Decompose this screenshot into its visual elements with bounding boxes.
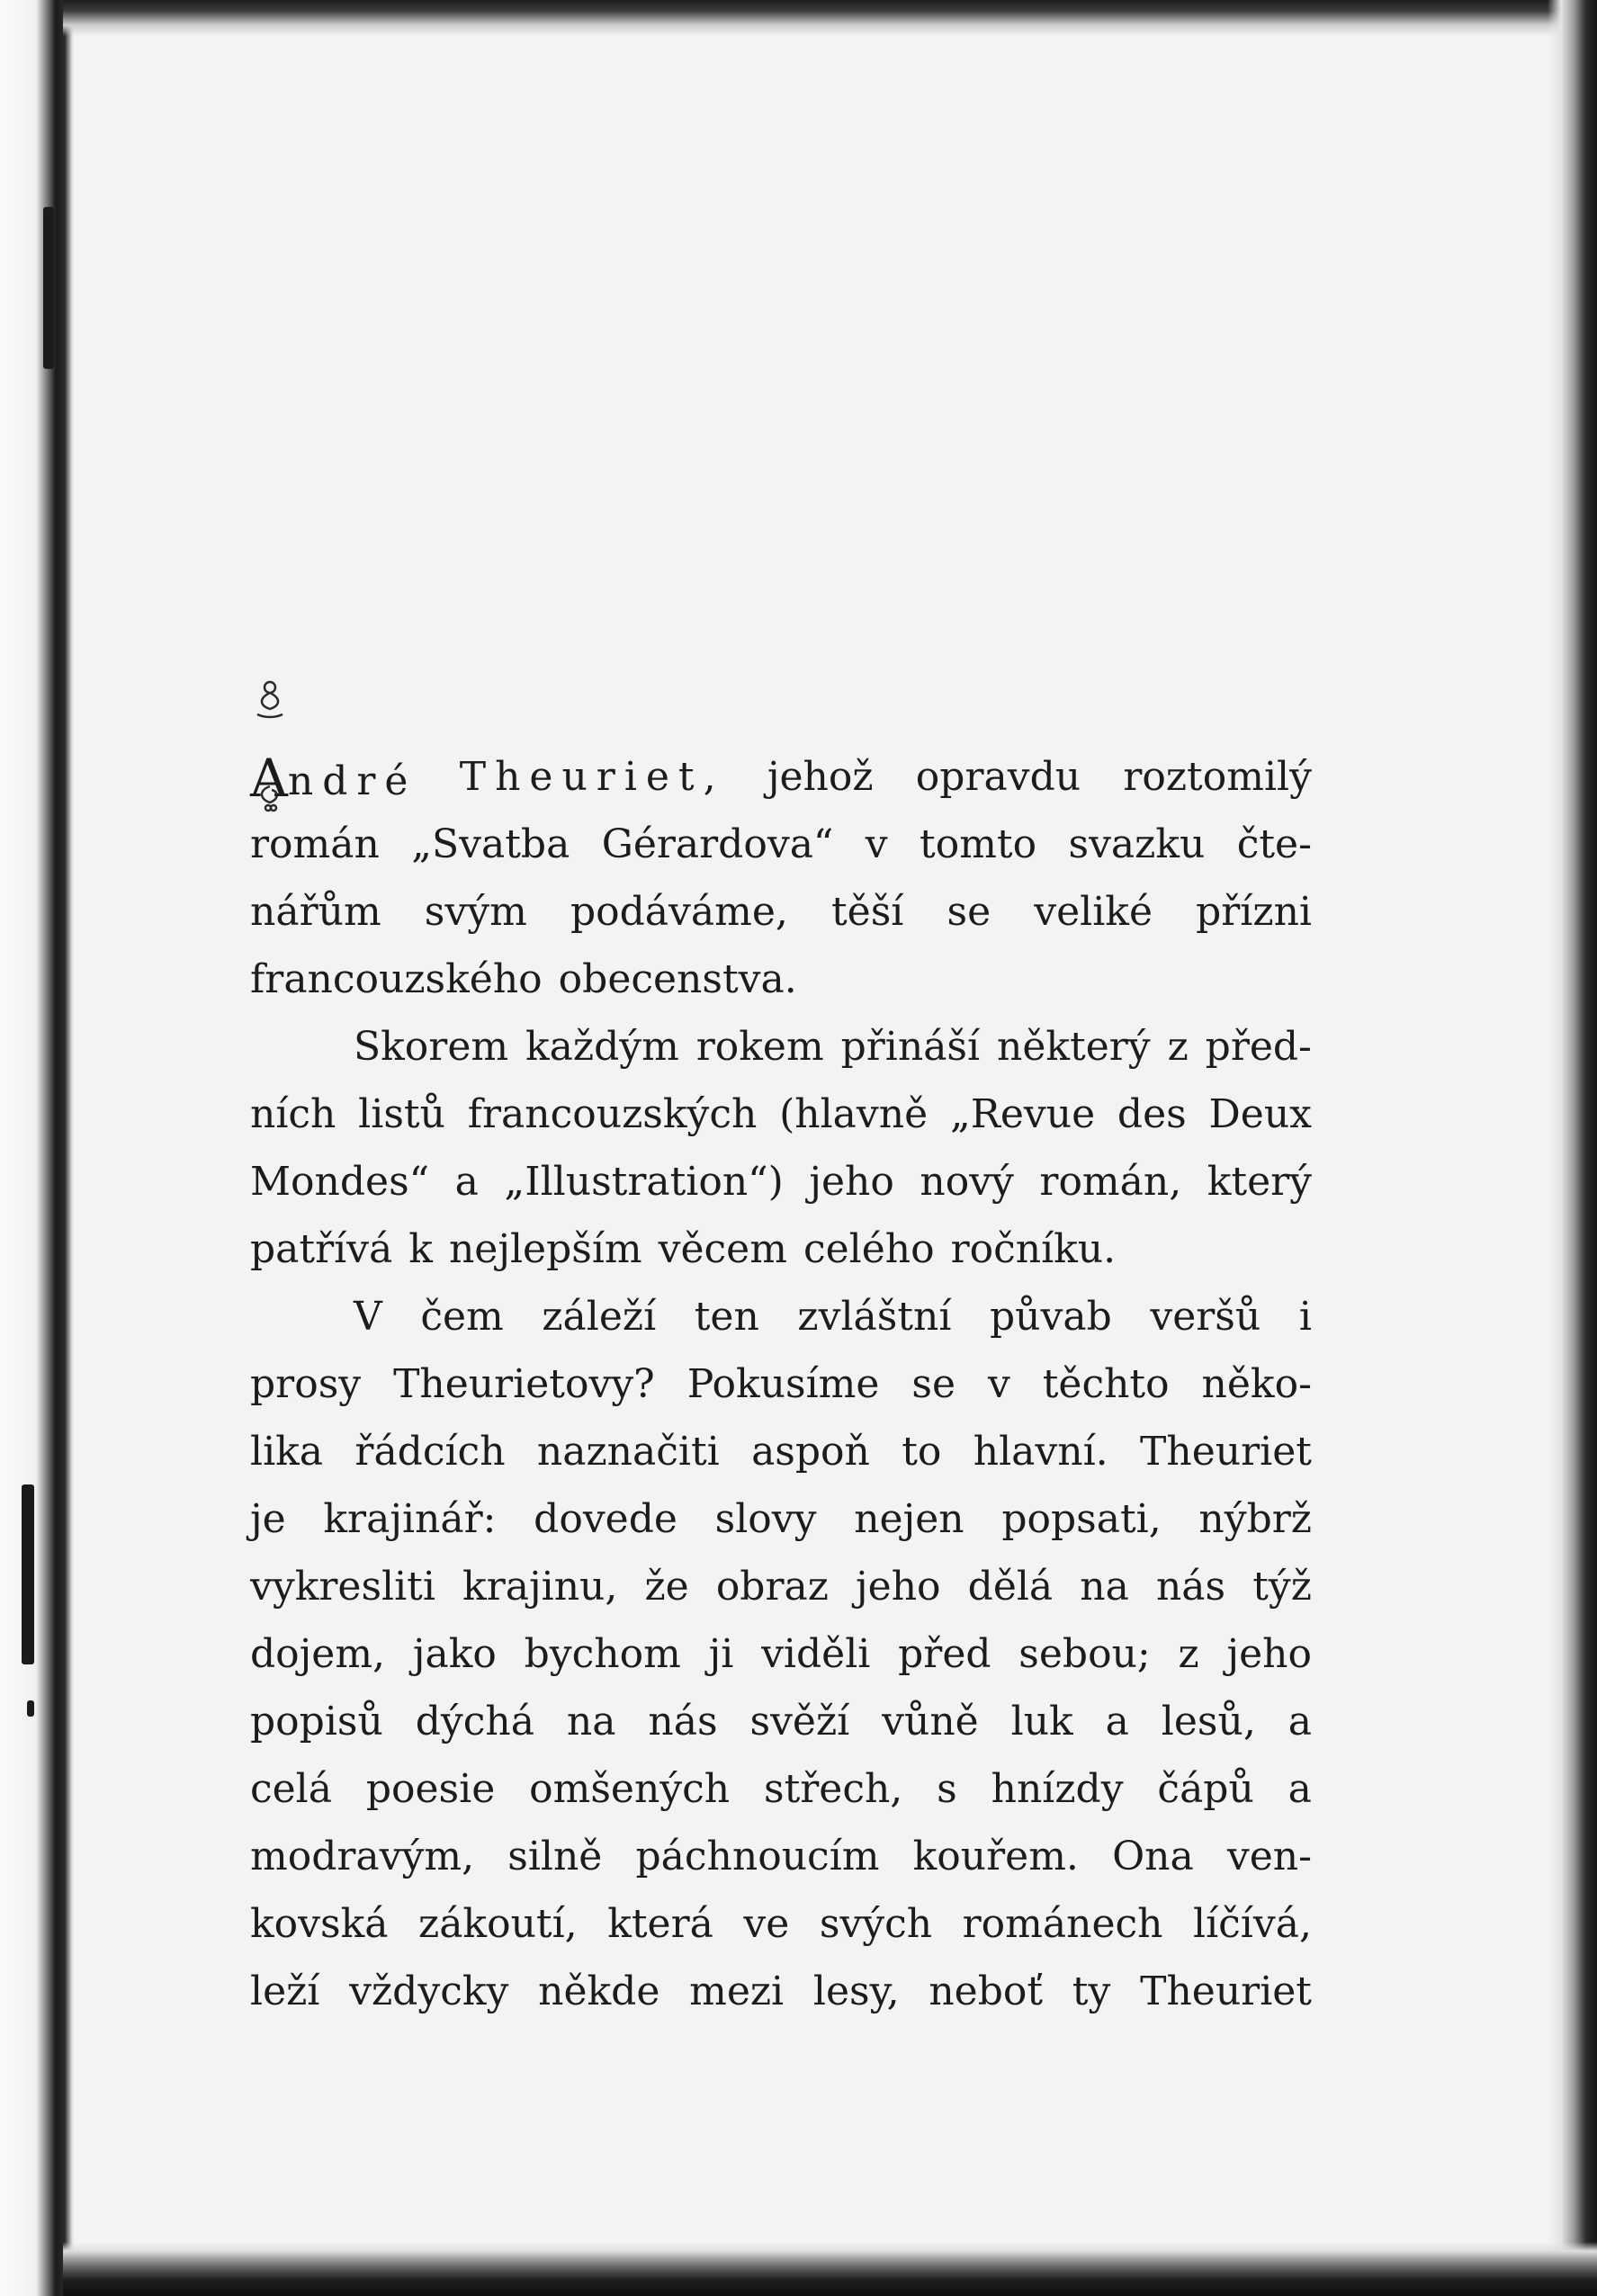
binding-mark [43, 207, 54, 369]
word: čápů [1157, 1766, 1254, 1812]
word: nový [920, 1159, 1014, 1205]
text-line [250, 1688, 1312, 1755]
word: kovská [250, 1901, 389, 1947]
word: dovede [534, 1496, 677, 1542]
word: nás [648, 1699, 718, 1744]
word: opravdu [915, 754, 1081, 800]
word: těchto [1042, 1361, 1170, 1407]
word: Theuriet [1140, 1429, 1312, 1475]
word: čem [420, 1294, 504, 1340]
word: Ona [1112, 1834, 1194, 1879]
word: luk [1010, 1699, 1073, 1744]
word: ten [694, 1294, 759, 1340]
word: lika [250, 1429, 324, 1475]
word: nás [1155, 1564, 1226, 1610]
word: tomto [920, 821, 1037, 867]
word: a [1105, 1699, 1129, 1744]
word: svazku [1068, 821, 1206, 867]
word: dýchá [415, 1699, 534, 1744]
text-line [250, 1890, 1312, 1958]
text-line [250, 1755, 1312, 1823]
word: kouřem. [912, 1834, 1079, 1879]
word: ročníku. [950, 1226, 1117, 1272]
word: listů [358, 1091, 445, 1137]
word: dojem, [250, 1631, 386, 1677]
word: patřívá [250, 1226, 393, 1272]
word: týž [1252, 1564, 1312, 1610]
word: líčívá, [1193, 1901, 1312, 1947]
word: a [454, 1159, 479, 1205]
word: modravým, [250, 1834, 475, 1879]
word: s [937, 1766, 957, 1812]
text-line [250, 1553, 1312, 1620]
word: slovy [714, 1496, 817, 1542]
text-line [250, 1081, 1312, 1148]
word: (hlavně [779, 1091, 929, 1137]
binding-mark [27, 1700, 34, 1717]
word: veliké [1034, 889, 1153, 935]
word: je [250, 1496, 286, 1542]
word: jeho [856, 1564, 941, 1610]
word: jako [412, 1631, 497, 1677]
word: naznačiti [536, 1429, 720, 1475]
text-line [250, 1620, 1312, 1688]
word: V [354, 1294, 382, 1340]
right-page-edge [1548, 0, 1597, 2296]
word: vykresliti [250, 1564, 435, 1610]
word: nejen [854, 1496, 964, 1542]
word: jehož [767, 754, 874, 800]
word: a [1287, 1766, 1312, 1812]
text-line [250, 1485, 1312, 1553]
binding-mark [22, 1484, 34, 1664]
word: střech, [763, 1766, 903, 1812]
word: ven- [1226, 1834, 1312, 1879]
word: leží [250, 1969, 320, 2014]
word: který [1207, 1159, 1312, 1205]
word: zákoutí, [418, 1901, 578, 1947]
bottom-page-edge [63, 2242, 1597, 2296]
text-line [250, 743, 1312, 811]
word: na [566, 1699, 616, 1744]
word: des [1117, 1091, 1187, 1137]
left-page-edge [0, 0, 74, 2296]
word: silně [507, 1834, 603, 1879]
word: že [644, 1564, 689, 1610]
word: jeho [809, 1159, 894, 1205]
word: bychom [524, 1631, 681, 1677]
word: těší [830, 889, 904, 935]
word: rokem [695, 1024, 824, 1070]
text-line [250, 1418, 1312, 1485]
word: jeho [1226, 1631, 1312, 1677]
word: dělá [967, 1564, 1054, 1610]
word: obecenstva. [558, 956, 797, 1002]
word: celá [250, 1766, 332, 1812]
word: obraz [715, 1564, 829, 1610]
word: nářům [250, 889, 381, 935]
word: „Svatba [411, 821, 570, 867]
word: některý [997, 1024, 1151, 1070]
word: roztomilý [1123, 754, 1312, 800]
word: nýbrž [1198, 1496, 1312, 1542]
top-page-edge [63, 0, 1597, 36]
word: na [1080, 1564, 1129, 1610]
word: celého [803, 1226, 935, 1272]
word: viděli [761, 1631, 871, 1677]
word: Theuriet [1140, 1969, 1312, 2014]
word: před [898, 1631, 991, 1677]
word: svých [819, 1901, 933, 1947]
word: Theurietovy? [393, 1361, 655, 1407]
text-line [250, 1958, 1312, 2025]
text-line [250, 1283, 1312, 1350]
word: z [1167, 1024, 1189, 1070]
word: francouzských [467, 1091, 758, 1137]
text-line [250, 1013, 1312, 1081]
body-text [250, 743, 1312, 2025]
word: Pokusíme [686, 1361, 880, 1407]
word: to [902, 1429, 942, 1475]
word: Deux [1208, 1091, 1312, 1137]
word: krajinu, [462, 1564, 618, 1610]
text-line [250, 811, 1312, 878]
word: krajinář: [323, 1496, 497, 1542]
word: veršů [1150, 1294, 1261, 1340]
word: hnízdy [991, 1766, 1124, 1812]
word: hlavní. [973, 1429, 1108, 1475]
word: půvab [990, 1294, 1112, 1340]
word: v [865, 821, 888, 867]
word: přízni [1196, 889, 1312, 935]
word: něko- [1201, 1361, 1312, 1407]
word: ních [250, 1091, 336, 1137]
word: lesů, [1161, 1699, 1256, 1744]
word: a [1287, 1699, 1312, 1744]
word: se [911, 1361, 956, 1407]
word: v [987, 1361, 1010, 1407]
word: věcem [658, 1226, 787, 1272]
text-line [250, 878, 1312, 946]
word: řádcích [354, 1429, 506, 1475]
word: sebou; [1018, 1631, 1151, 1677]
word: svěží [749, 1699, 850, 1744]
word: ve [743, 1901, 790, 1947]
word: která [607, 1901, 713, 1947]
word: román, [1039, 1159, 1182, 1205]
word: popsati, [1001, 1496, 1162, 1542]
word: omšených [529, 1766, 731, 1812]
word: neboť [929, 1969, 1044, 2014]
word: každým [525, 1024, 679, 1070]
word: zvláštní [797, 1294, 952, 1340]
word: poesie [365, 1766, 496, 1812]
text-line [250, 1215, 1312, 1283]
word: vůně [882, 1699, 979, 1744]
word: „Revue [949, 1091, 1096, 1137]
word: k [408, 1226, 433, 1272]
word: „Illustration“) [504, 1159, 784, 1205]
initial-letter: A [250, 748, 288, 809]
word: ndré [287, 758, 417, 804]
word: Mondes“ [250, 1159, 430, 1205]
word: svým [424, 889, 527, 935]
text-line [250, 946, 1312, 1013]
word: Gérardova“ [601, 821, 834, 867]
word: prosy [250, 1361, 362, 1407]
word: někde [538, 1969, 660, 2014]
word: čte- [1236, 821, 1312, 867]
word: vždycky [349, 1969, 509, 2014]
word: přináší [840, 1024, 981, 1070]
word: ty [1072, 1969, 1111, 2014]
word: z [1178, 1631, 1199, 1677]
word: románech [962, 1901, 1163, 1947]
text-line [250, 1823, 1312, 1890]
word: i [1298, 1294, 1312, 1340]
word: záleží [542, 1294, 657, 1340]
word: nejlepším [448, 1226, 642, 1272]
word: podáváme, [570, 889, 788, 935]
word: páchnoucím [635, 1834, 880, 1879]
word: román [250, 821, 380, 867]
word: se [947, 889, 991, 935]
word: lesy, [812, 1969, 900, 2014]
word: Theuriet, [459, 754, 725, 800]
word: aspoň [751, 1429, 870, 1475]
word: před- [1205, 1024, 1312, 1070]
word: francouzského [250, 956, 543, 1002]
text-line [250, 1148, 1312, 1215]
word: mezi [689, 1969, 785, 2014]
word: ji [708, 1631, 734, 1677]
text-line [250, 1350, 1312, 1418]
word: popisů [250, 1699, 383, 1744]
word: Skorem [354, 1024, 509, 1070]
decorated-initial [250, 743, 417, 811]
